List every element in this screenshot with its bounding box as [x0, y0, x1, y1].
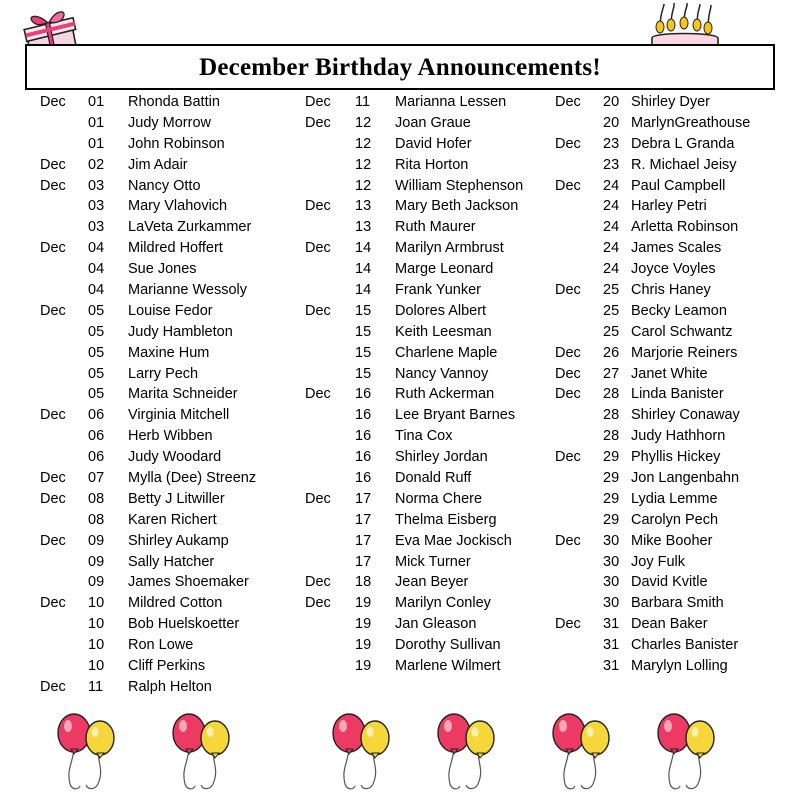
- birthday-entry-row: [305, 238, 555, 259]
- birthday-entry-row: [555, 155, 790, 176]
- entry-day: 24: [603, 261, 620, 278]
- entry-month: Dec: [40, 156, 66, 173]
- entry-name: Judy Morrow: [128, 114, 211, 131]
- birthday-entry-row: [555, 531, 790, 552]
- entry-day: 08: [88, 490, 105, 507]
- birthday-entry-row: [305, 364, 555, 385]
- entry-day: 15: [355, 323, 372, 340]
- entry-month: Dec: [40, 240, 66, 257]
- entry-name: Ruth Maurer: [395, 219, 476, 236]
- birthday-entry-row: [555, 405, 790, 426]
- birthday-entry-row: [305, 614, 555, 635]
- birthday-entry-row: [305, 280, 555, 301]
- entry-day: 25: [603, 282, 620, 299]
- entry-day: 16: [355, 428, 372, 445]
- entry-name: Judy Woodard: [128, 449, 222, 466]
- entry-name: Marilyn Conley: [395, 595, 491, 612]
- birthday-entry-row: [305, 301, 555, 322]
- entry-day: 19: [355, 637, 372, 654]
- birthday-entry-row: [40, 447, 310, 468]
- birthday-entry-row: [555, 92, 790, 113]
- birthday-entry-row: [305, 426, 555, 447]
- birthday-entry-row: [40, 176, 310, 197]
- entry-day: 29: [603, 511, 620, 528]
- entry-day: 19: [355, 595, 372, 612]
- birthday-entry-row: [305, 155, 555, 176]
- entry-day: 20: [603, 94, 620, 110]
- entry-day: 05: [88, 386, 105, 403]
- entry-name: Thelma Eisberg: [395, 511, 497, 528]
- balloons-icon: [650, 712, 724, 795]
- entry-name: Joyce Voyles: [631, 261, 716, 278]
- birthday-entry-row: [305, 384, 555, 405]
- entry-name: Becky Leamon: [631, 302, 727, 319]
- entry-day: 18: [355, 574, 372, 591]
- birthday-entry-row: [555, 384, 790, 405]
- entry-name: Marylyn Lolling: [631, 658, 728, 675]
- entry-day: 04: [88, 261, 105, 278]
- birthday-entry-row: [40, 343, 310, 364]
- balloons-icon: [50, 712, 124, 795]
- birthday-entry-row: [555, 280, 790, 301]
- birthday-entry-row: [40, 238, 310, 259]
- entry-day: 10: [88, 616, 105, 633]
- entry-month: Dec: [305, 490, 331, 507]
- entry-name: Marge Leonard: [395, 261, 494, 278]
- balloons-icon: [325, 712, 399, 795]
- entry-day: 07: [88, 470, 105, 487]
- birthday-entry-row: [40, 468, 310, 489]
- birthday-entry-row: [555, 196, 790, 217]
- entry-day: 29: [603, 470, 620, 487]
- entry-day: 11: [88, 678, 104, 695]
- entry-day: 24: [603, 219, 620, 236]
- birthday-entry-row: [555, 468, 790, 489]
- entry-name: Arletta Robinson: [631, 219, 739, 236]
- entry-name: Shirley Jordan: [395, 449, 488, 466]
- entry-month: Dec: [305, 595, 331, 612]
- birthday-entry-row: [555, 238, 790, 259]
- entry-name: David Kvitle: [631, 574, 708, 591]
- birthday-entry-row: [40, 113, 310, 134]
- entry-name: David Hofer: [395, 135, 472, 152]
- entry-name: Sue Jones: [128, 261, 197, 278]
- birthday-entry-row: [40, 614, 310, 635]
- birthday-entry-row: [40, 259, 310, 280]
- entry-name: Dorothy Sullivan: [395, 637, 501, 654]
- birthday-entry-row: [305, 656, 555, 677]
- entry-day: 05: [88, 344, 105, 361]
- entry-name: Lee Bryant Barnes: [395, 407, 516, 424]
- entry-day: 16: [355, 386, 372, 403]
- birthday-entry-row: [40, 656, 310, 677]
- entry-name: Marjorie Reiners: [631, 344, 738, 361]
- birthday-entry-row: [305, 468, 555, 489]
- birthday-entry-row: [555, 635, 790, 656]
- entry-day: 26: [603, 344, 620, 361]
- entry-day: 15: [355, 344, 372, 361]
- entry-name: Mary Vlahovich: [128, 198, 228, 215]
- entry-day: 20: [603, 114, 620, 131]
- entry-name: Rhonda Battin: [128, 94, 220, 110]
- entry-day: 10: [88, 637, 105, 654]
- birthday-entry-row: [555, 113, 790, 134]
- entry-day: 25: [603, 323, 620, 340]
- entry-name: Phyllis Hickey: [631, 449, 721, 466]
- entry-name: Charles Banister: [631, 637, 739, 654]
- entry-name: Lydia Lemme: [631, 490, 718, 507]
- entry-month: Dec: [555, 616, 581, 633]
- entry-name: R. Michael Jeisy: [631, 156, 737, 173]
- entry-name: Jan Gleason: [395, 616, 477, 633]
- birthday-entry-row: [555, 176, 790, 197]
- entry-day: 17: [355, 532, 372, 549]
- entry-name: Nancy Otto: [128, 177, 201, 194]
- birthday-entry-row: [40, 364, 310, 385]
- entry-month: Dec: [305, 302, 331, 319]
- birthday-entry-row: [305, 113, 555, 134]
- entry-day: 13: [355, 219, 372, 236]
- birthday-entry-row: [555, 593, 790, 614]
- birthday-entry-row: [305, 134, 555, 155]
- birthday-entry-row: [305, 572, 555, 593]
- birthday-entry-row: [305, 447, 555, 468]
- entry-month: Dec: [305, 386, 331, 403]
- entry-name: Mildred Cotton: [128, 595, 223, 612]
- entry-name: Marita Schneider: [128, 386, 238, 403]
- entry-name: Frank Yunker: [395, 282, 481, 299]
- entry-name: LaVeta Zurkammer: [128, 219, 252, 236]
- entry-name: Norma Chere: [395, 490, 483, 507]
- entry-day: 19: [355, 616, 372, 633]
- page-title: December Birthday Announcements!: [199, 54, 601, 81]
- birthday-entry-row: [40, 134, 310, 155]
- birthday-entry-row: [40, 426, 310, 447]
- entry-name: Judy Hambleton: [128, 323, 233, 340]
- entry-day: 17: [355, 553, 372, 570]
- entry-day: 01: [88, 114, 105, 131]
- entry-name: James Shoemaker: [128, 574, 249, 591]
- entry-day: 15: [355, 365, 372, 382]
- birthday-entry-row: [305, 92, 555, 113]
- entry-month: Dec: [555, 94, 581, 110]
- entry-month: Dec: [305, 94, 331, 110]
- entry-month: Dec: [40, 678, 66, 695]
- birthday-entry-row: [40, 635, 310, 656]
- entry-day: 08: [88, 511, 105, 528]
- entry-name: Cliff Perkins: [128, 658, 206, 675]
- entry-name: Charlene Maple: [395, 344, 498, 361]
- birthday-entry-row: [555, 614, 790, 635]
- entry-month: Dec: [305, 114, 331, 131]
- entry-day: 19: [355, 658, 372, 675]
- entry-name: Marianne Wessoly: [128, 282, 248, 299]
- entry-day: 31: [603, 616, 620, 633]
- entry-day: 17: [355, 490, 372, 507]
- entry-name: Jim Adair: [128, 156, 188, 173]
- entry-day: 10: [88, 595, 105, 612]
- birthday-entry-row: [40, 593, 310, 614]
- entry-name: Shirley Conaway: [631, 407, 740, 424]
- entry-day: 06: [88, 449, 105, 466]
- entry-day: 24: [603, 177, 620, 194]
- entry-day: 02: [88, 156, 105, 173]
- birthday-entry-row: [305, 322, 555, 343]
- entry-name: Mylla (Dee) Streenz: [128, 470, 257, 487]
- birthday-entry-row: [40, 572, 310, 593]
- entry-day: 09: [88, 532, 105, 549]
- entry-month: Dec: [555, 344, 581, 361]
- entry-day: 17: [355, 511, 372, 528]
- entry-name: Barbara Smith: [631, 595, 724, 612]
- entry-day: 11: [355, 94, 371, 110]
- entry-name: Marianna Lessen: [395, 94, 507, 110]
- entry-month: Dec: [40, 595, 66, 612]
- entry-name: Carolyn Pech: [631, 511, 719, 528]
- entry-name: Herb Wibben: [128, 428, 213, 445]
- entry-day: 04: [88, 282, 105, 299]
- entry-day: 15: [355, 302, 372, 319]
- entry-name: Mike Booher: [631, 532, 713, 549]
- birthday-entry-row: [40, 677, 310, 698]
- birthday-entry-row: [305, 405, 555, 426]
- entry-day: 31: [603, 637, 620, 654]
- entry-day: 12: [355, 135, 372, 152]
- entry-name: MarlynGreathouse: [631, 114, 751, 131]
- entry-name: Ralph Helton: [128, 678, 212, 695]
- birthday-entry-row: [40, 405, 310, 426]
- entry-name: Louise Fedor: [128, 302, 213, 319]
- entry-name: Sally Hatcher: [128, 553, 215, 570]
- birthday-entry-row: [40, 155, 310, 176]
- entry-name: Marilyn Armbrust: [395, 240, 504, 257]
- balloons-icon: [430, 712, 504, 795]
- entry-month: Dec: [555, 532, 581, 549]
- birthday-entry-row: [555, 364, 790, 385]
- birthday-entry-row: [305, 510, 555, 531]
- birthday-entry-row: [555, 134, 790, 155]
- birthday-entry-row: [40, 489, 310, 510]
- entry-name: Eva Mae Jockisch: [395, 532, 512, 549]
- entry-name: Janet White: [631, 365, 708, 382]
- entry-day: 24: [603, 198, 620, 215]
- birthday-entry-row: [40, 384, 310, 405]
- balloons-icon: [545, 712, 619, 795]
- entry-name: Ron Lowe: [128, 637, 194, 654]
- entry-day: 28: [603, 386, 620, 403]
- entry-day: 14: [355, 261, 372, 278]
- entry-name: Tina Cox: [395, 428, 453, 445]
- birthday-entry-row: [40, 92, 310, 113]
- entry-name: Jean Beyer: [395, 574, 469, 591]
- entry-day: 30: [603, 532, 620, 549]
- entry-day: 29: [603, 490, 620, 507]
- balloons-icon: [165, 712, 239, 795]
- birthday-entry-row: [305, 635, 555, 656]
- birthday-entry-row: [305, 489, 555, 510]
- entry-day: 30: [603, 553, 620, 570]
- birthday-entry-row: [40, 301, 310, 322]
- entry-day: 29: [603, 449, 620, 466]
- entry-name: Carol Schwantz: [631, 323, 733, 340]
- birthday-entry-row: [305, 259, 555, 280]
- entry-name: John Robinson: [128, 135, 225, 152]
- entry-day: 16: [355, 470, 372, 487]
- entry-name: Virginia Mitchell: [128, 407, 230, 424]
- birthday-entry-row: [555, 552, 790, 573]
- birthday-entry-row: [40, 322, 310, 343]
- entry-day: 28: [603, 428, 620, 445]
- entry-name: Mildred Hoffert: [128, 240, 223, 257]
- birthday-entry-row: [555, 301, 790, 322]
- entry-name: Harley Petri: [631, 198, 707, 215]
- birthday-entry-row: [305, 531, 555, 552]
- entry-day: 05: [88, 365, 105, 382]
- entry-day: 30: [603, 595, 620, 612]
- entry-name: Jon Langenbahn: [631, 470, 740, 487]
- entry-name: Maxine Hum: [128, 344, 210, 361]
- entry-day: 05: [88, 323, 105, 340]
- entry-month: Dec: [305, 574, 331, 591]
- birthday-entry-row: [305, 217, 555, 238]
- entry-day: 12: [355, 177, 372, 194]
- entry-month: Dec: [40, 407, 66, 424]
- entry-name: Debra L Granda: [631, 135, 735, 152]
- entry-day: 01: [88, 94, 105, 110]
- entry-day: 04: [88, 240, 105, 257]
- birthday-column-2: [305, 92, 555, 677]
- entry-name: Karen Richert: [128, 511, 217, 528]
- entry-month: Dec: [40, 302, 66, 319]
- entry-month: Dec: [555, 282, 581, 299]
- birthday-column-3: [555, 92, 790, 677]
- birthday-entry-row: [555, 217, 790, 238]
- entry-name: Judy Hathhorn: [631, 428, 726, 445]
- entry-day: 06: [88, 407, 105, 424]
- entry-day: 01: [88, 135, 105, 152]
- entry-name: Donald Ruff: [395, 470, 472, 487]
- entry-name: Betty J Litwiller: [128, 490, 225, 507]
- birthday-entry-row: [555, 259, 790, 280]
- entry-day: 28: [603, 407, 620, 424]
- entry-month: Dec: [555, 386, 581, 403]
- birthday-entry-row: [40, 531, 310, 552]
- entry-name: Shirley Aukamp: [128, 532, 229, 549]
- entry-day: 23: [603, 135, 620, 152]
- birthday-column-1: [40, 92, 310, 698]
- entry-name: Rita Horton: [395, 156, 469, 173]
- entry-day: 14: [355, 240, 372, 257]
- entry-name: Chris Haney: [631, 282, 711, 299]
- birthday-entry-row: [305, 552, 555, 573]
- entry-day: 30: [603, 574, 620, 591]
- entry-name: Keith Leesman: [395, 323, 492, 340]
- entry-name: Bob Huelskoetter: [128, 616, 240, 633]
- entry-day: 24: [603, 240, 620, 257]
- entry-name: Paul Campbell: [631, 177, 726, 194]
- entry-month: Dec: [40, 94, 66, 110]
- entry-day: 13: [355, 198, 372, 215]
- entry-name: Joy Fulk: [631, 553, 685, 570]
- entry-name: Marlene Wilmert: [395, 658, 501, 675]
- birthday-entry-row: [555, 489, 790, 510]
- entry-day: 31: [603, 658, 620, 675]
- entry-day: 05: [88, 302, 105, 319]
- birthday-entry-row: [555, 343, 790, 364]
- birthday-entry-row: [305, 593, 555, 614]
- birthday-entry-row: [305, 176, 555, 197]
- entry-month: Dec: [555, 177, 581, 194]
- birthday-entry-row: [555, 510, 790, 531]
- entry-month: Dec: [40, 470, 66, 487]
- birthday-entry-row: [555, 572, 790, 593]
- birthday-entry-row: [40, 280, 310, 301]
- entry-day: 10: [88, 658, 105, 675]
- entry-day: 16: [355, 407, 372, 424]
- entry-day: 09: [88, 574, 105, 591]
- entry-day: 25: [603, 302, 620, 319]
- entry-month: Dec: [555, 135, 581, 152]
- birthday-entry-row: [40, 196, 310, 217]
- birthday-entry-row: [305, 196, 555, 217]
- entry-month: Dec: [555, 449, 581, 466]
- entry-day: 12: [355, 114, 372, 131]
- birthday-entry-row: [40, 552, 310, 573]
- entry-month: Dec: [555, 365, 581, 382]
- entry-name: Larry Pech: [128, 365, 199, 382]
- entry-day: 03: [88, 219, 105, 236]
- entry-name: Nancy Vannoy: [395, 365, 489, 382]
- birthday-entry-row: [555, 447, 790, 468]
- entry-day: 12: [355, 156, 372, 173]
- birthday-list: [0, 92, 800, 712]
- birthday-entry-row: [40, 510, 310, 531]
- entry-month: Dec: [305, 198, 331, 215]
- birthday-entry-row: [555, 656, 790, 677]
- entry-day: 03: [88, 177, 105, 194]
- entry-name: Mary Beth Jackson: [395, 198, 519, 215]
- entry-day: 06: [88, 428, 105, 445]
- entry-name: Dolores Albert: [395, 302, 487, 319]
- entry-name: Dean Baker: [631, 616, 708, 633]
- entry-name: William Stephenson: [395, 177, 524, 194]
- birthday-entry-row: [555, 322, 790, 343]
- balloons-decoration-row: [0, 712, 800, 795]
- entry-day: 16: [355, 449, 372, 466]
- entry-name: Joan Graue: [395, 114, 471, 131]
- entry-month: Dec: [40, 177, 66, 194]
- entry-name: Ruth Ackerman: [395, 386, 495, 403]
- entry-day: 27: [603, 365, 620, 382]
- entry-day: 14: [355, 282, 372, 299]
- entry-name: Mick Turner: [395, 553, 471, 570]
- birthday-entry-row: [305, 343, 555, 364]
- birthday-entry-row: [555, 426, 790, 447]
- entry-day: 23: [603, 156, 620, 173]
- entry-month: Dec: [305, 240, 331, 257]
- entry-name: James Scales: [631, 240, 722, 257]
- birthday-entry-row: [40, 217, 310, 238]
- entry-name: Linda Banister: [631, 386, 724, 403]
- entry-month: Dec: [40, 532, 66, 549]
- entry-month: Dec: [40, 490, 66, 507]
- entry-day: 09: [88, 553, 105, 570]
- entry-day: 03: [88, 198, 105, 215]
- entry-name: Shirley Dyer: [631, 94, 710, 110]
